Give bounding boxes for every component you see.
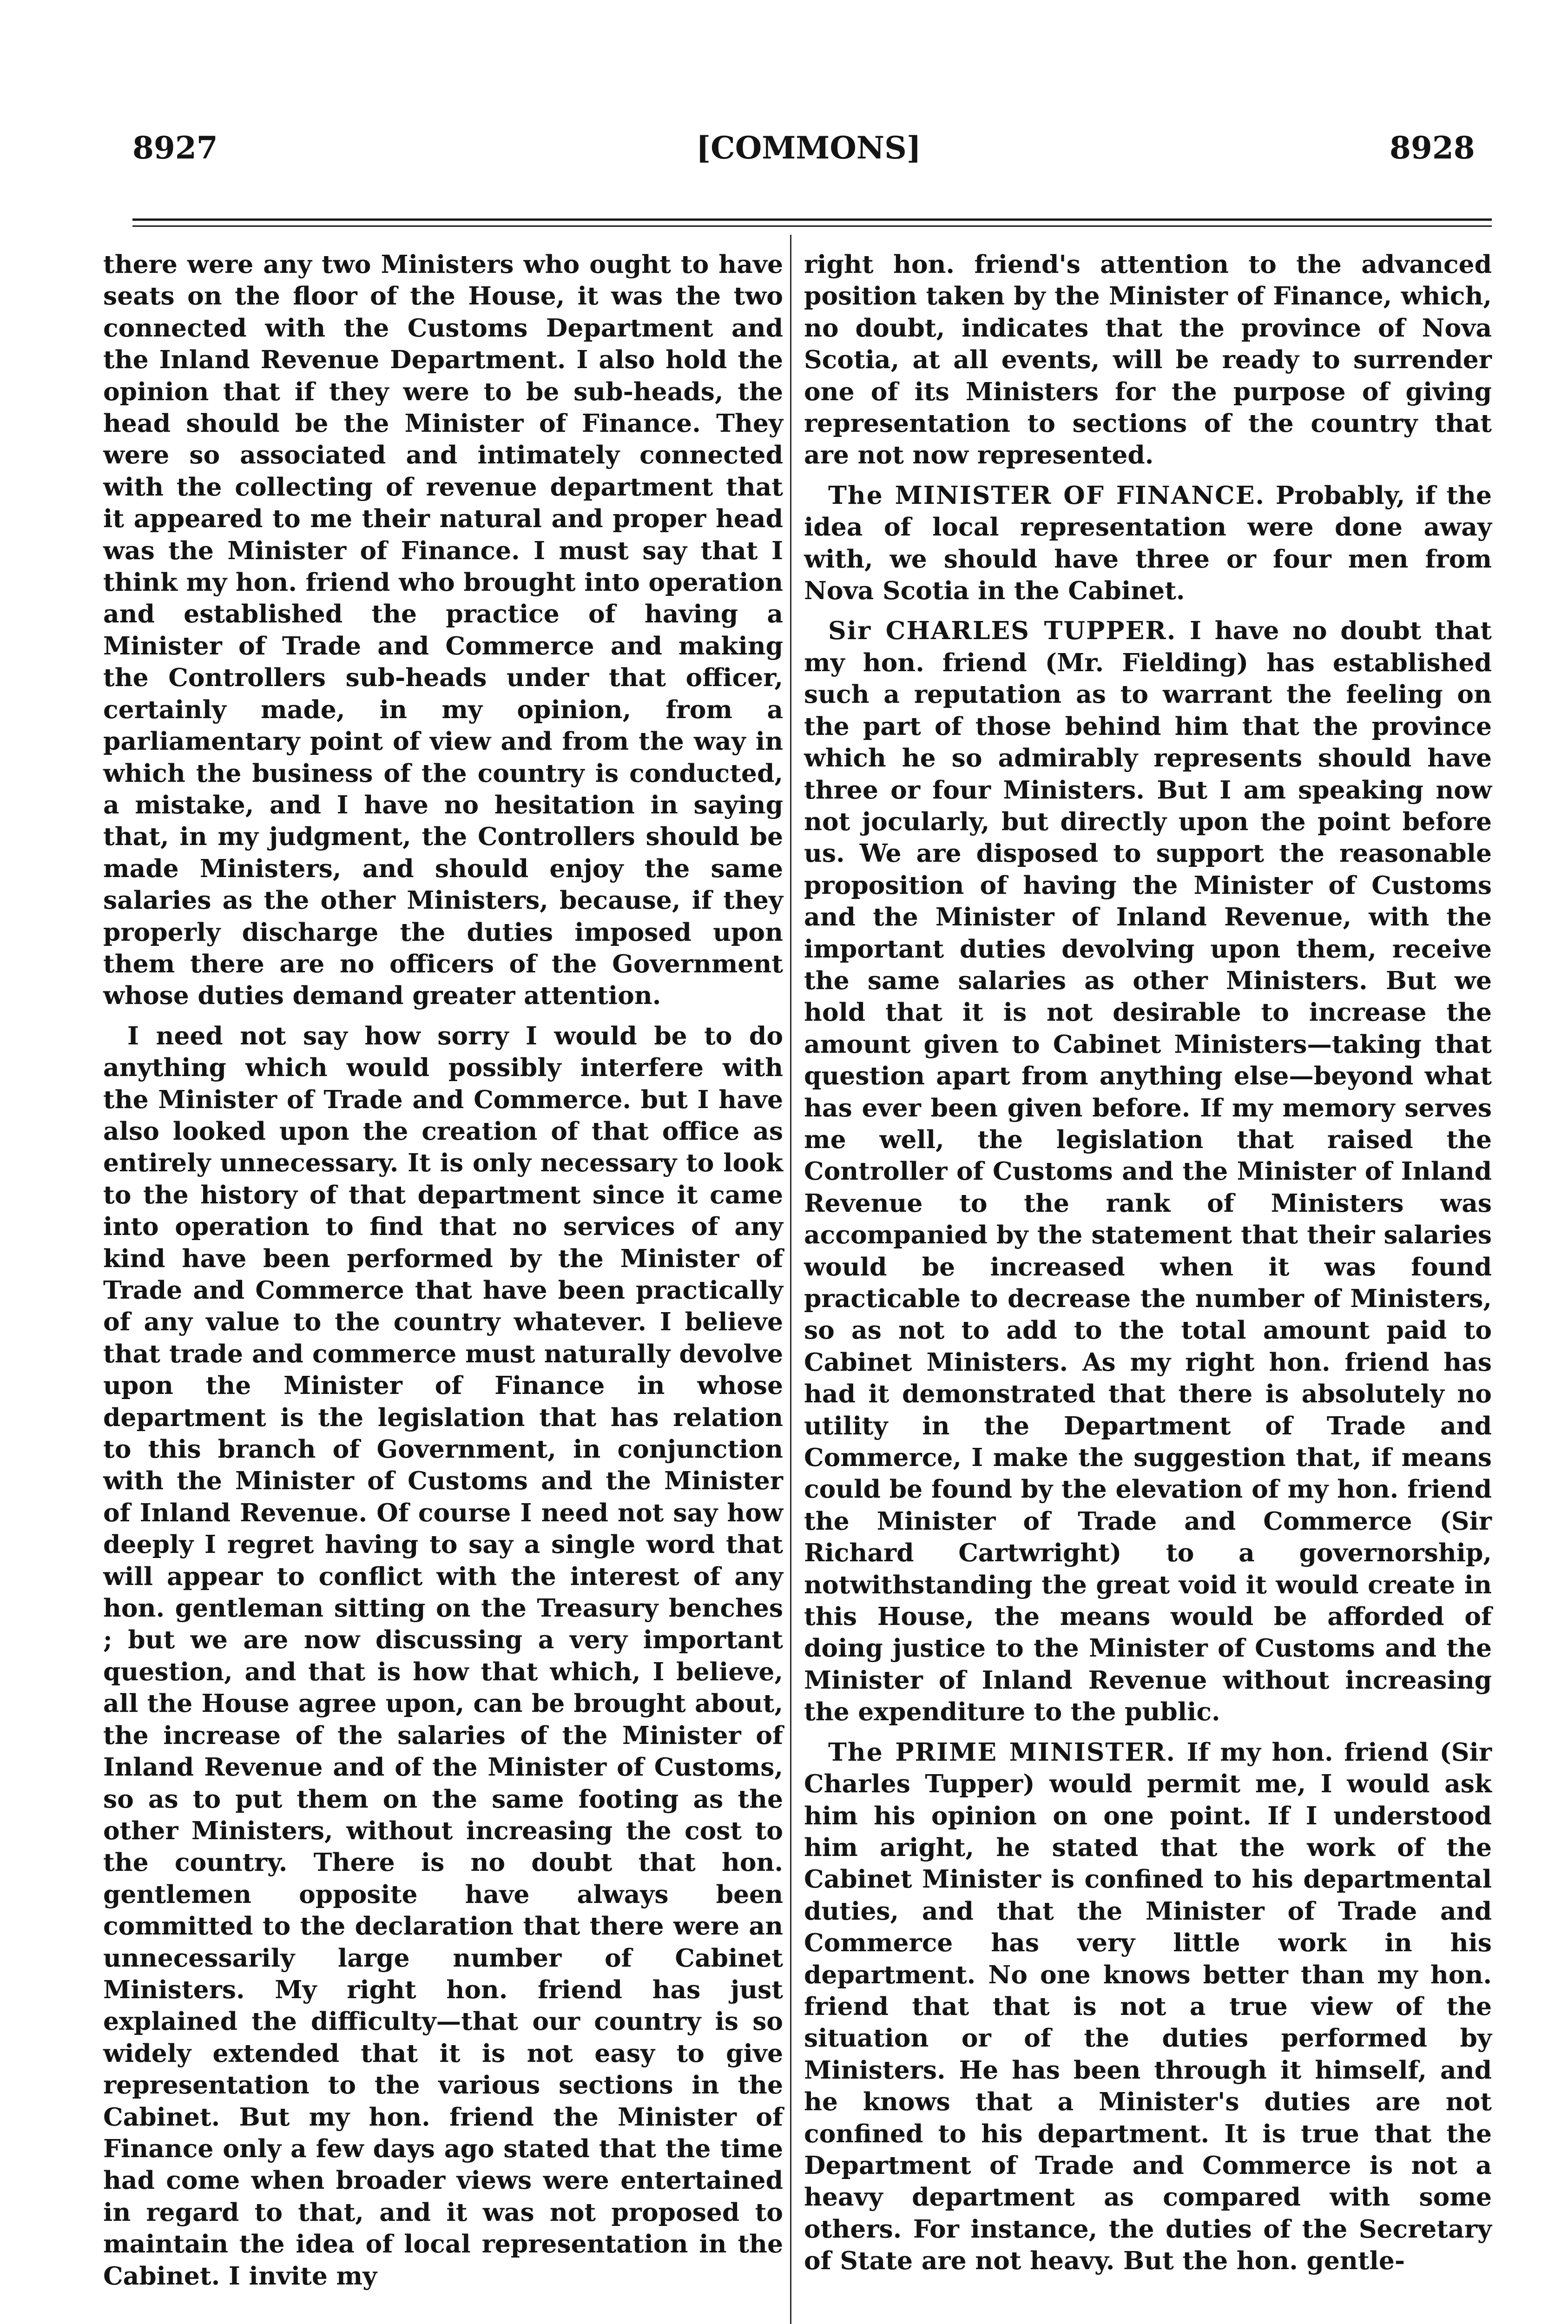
speaker-sir-charles-tupper: Sir CHARLES TUPPER. <box>828 616 1177 646</box>
left-column <box>103 249 783 2292</box>
right-paragraph-1: right hon. friend's attention to the advanced position taken by the Minister of Finance, which, no doubt, indicates that the province of Nova Scotia, at all events, will be ready to surrender one of its Ministers for the purpose of giving representation to sections of the country that are not now represented. <box>804 250 1492 470</box>
header-rule-bottom <box>132 225 1492 227</box>
right-paragraph-3-text: I have no doubt that my hon. friend (Mr. Fielding) has established such a reputation as to warrant the feeling on the part of those behind him that the province which he so admirably represents should have three or four Ministers. But I am speaking now not jocularly, but directly upon the point before us. We are disposed to support the reasonable proposition of having the Minister of Customs and the Minister of Inland Revenue, with the important duties devolving upon them, receive the same salaries as other Ministers. But we hold that it is not desirable to increase the amount given to Cabinet Ministers—taking that question apart from anything else—beyond what has ever been given before. If my memory serves me well, the legislation that raised the Controller of Customs and the Minister of Inland Revenue to the rank of Ministers was accompanied by the statement that their salaries would be increased when it was found practicable to decrease the number of Ministers, so as not to add to the total amount paid to Cabinet Ministers. As my right hon. friend has had it demonstrated that there is absolutely no utility in the Department of Trade and Commerce, I make the suggestion that, if means could be found by the elevation of my hon. friend the Minister of Trade and Commerce (Sir Richard Cartwright) to a governorship, notwithstanding the great void it would create in this House, the means would be afforded of doing justice to the Minister of Customs and the Minister of Inland Revenue without increasing the expenditure to the public. <box>804 616 1492 1727</box>
right-paragraph-2 <box>804 480 1492 607</box>
left-paragraph-1: there were any two Ministers who ought to have seats on the floor of the House, it was the two connected with the Customs Department and the Inland Revenue Department. I also hold the opinion that if they were to be sub-heads, the head should be the Minister of Finance. They were so associated and intimately connected with the collecting of revenue department that it appeared to me their natural and proper head was the Minister of Finance. I must say that I think my hon. friend who brought into operation and established the practice of having a Minister of Trade and Commerce and making the Controllers sub-heads under that officer, certainly made, in my opinion, from a parliamentary point of view and from the way in which the business of the country is conducted, a mistake, and I have no hesitation in saying that, in my judgment, the Controllers should be made Ministers, and should enjoy the same salaries as the other Ministers, because, if they properly discharge the duties imposed upon them there are no officers of the Government whose duties demand greater attention. <box>103 250 783 1010</box>
page-title: [COMMONS] <box>696 130 922 166</box>
column-divider <box>790 235 791 2324</box>
right-paragraph-4 <box>804 1736 1492 2277</box>
page-header <box>0 0 1568 195</box>
right-paragraph-2-text: Probably, if the idea of local representation were done away with, we should have three or four men from Nova Scotia in the Cabinet. <box>804 480 1492 606</box>
speaker-prime-minister: The PRIME MINISTER. <box>828 1737 1176 1767</box>
speaker-minister-of-finance: The MINISTER OF FINANCE. <box>828 480 1265 510</box>
right-column <box>804 249 1492 2277</box>
right-paragraph-3 <box>804 615 1492 1728</box>
right-paragraph-4-text: If my hon. friend (Sir Charles Tupper) would permit me, I would ask him his opinion on one point. If I understood him aright, he stated that the work of the Cabinet Minister is confined to his departmental duties, and that the Minister of Trade and Commerce has very little work in his department. No one knows better than my hon. friend that that is not a true view of the situation or of the duties performed by Ministers. He has been through it himself, and he knows that a Minister's duties are not confined to his department. It is true that the Department of Trade and Commerce is not a heavy department as compared with some others. For instance, the duties of the Secretary of State are not heavy. But the hon. gentle- <box>804 1737 1492 2276</box>
page-number-left: 8927 <box>132 130 218 166</box>
page-number-right: 8928 <box>1390 130 1475 166</box>
header-rule-top <box>132 218 1492 221</box>
left-paragraph-2: I need not say how sorry I would be to do anything which would possibly interfere with the Minister of Trade and Commerce. but I have also looked upon the creation of that office as entirely unnecessary. It is only necessary to look to the history of that department since it came into operation to find that no services of any kind have been performed by the Minister of Trade and Commerce that have been practically of any value to the country whatever. I believe that trade and commerce must naturally devolve upon the Minister of Finance in whose department is the legislation that has relation to this branch of Government, in conjunction with the Minister of Customs and the Minister of Inland Revenue. Of course I need not say how deeply I regret having to say a single word that will appear to conflict with the interest of any hon. gentleman sitting on the Treasury benches ; but we are now discussing a very important question, and that is how that which, I believe, all the House agree upon, can be brought about, the increase of the salaries of the Minister of Inland Revenue and of the Minister of Customs, so as to put them on the same footing as the other Ministers, without increasing the cost to the country. There is no doubt that hon. gentlemen opposite have always been committed to the declaration that there were an unnecessarily large number of Cabinet Ministers. My right hon. friend has just explained the difficulty—that our country is so widely extended that it is not easy to give representation to the various sections in the Cabinet. But my hon. friend the Minister of Finance only a few days ago stated that the time had come when broader views were entertained in regard to that, and it was not proposed to maintain the idea of local representation in the Cabinet. I invite my <box>103 1021 783 2291</box>
